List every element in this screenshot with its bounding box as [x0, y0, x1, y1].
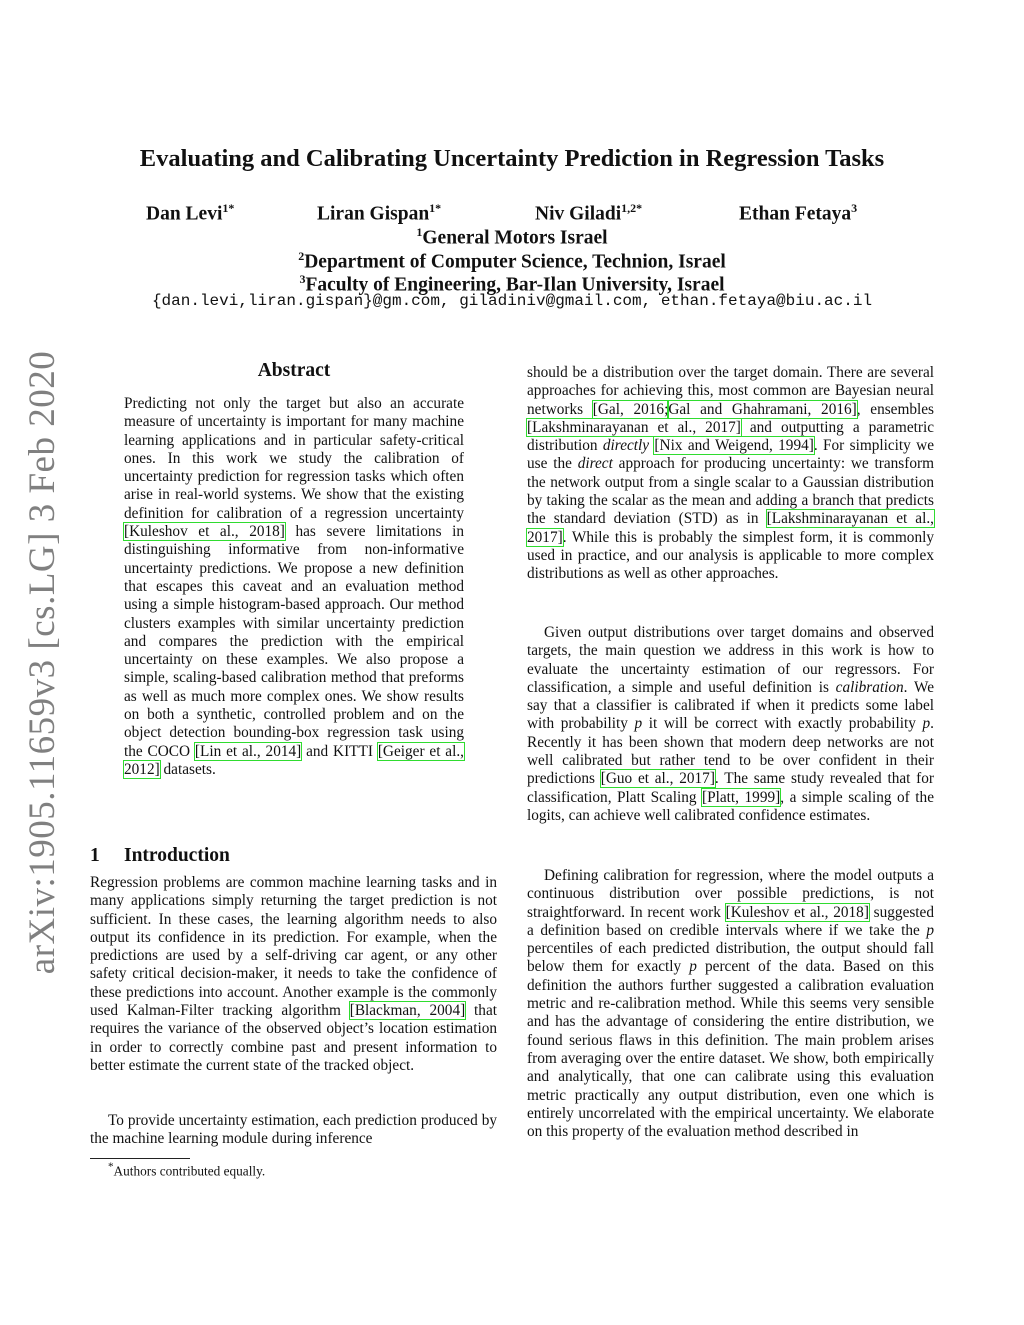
- citation-link[interactable]: [Geiger et al., 2012]: [124, 742, 464, 778]
- citation-link[interactable]: [Blackman, 2004]: [349, 1002, 466, 1020]
- author-name: Dan Levi: [146, 203, 223, 225]
- abstract-body: [124, 395, 464, 779]
- footnote-divider: [90, 1158, 190, 1159]
- arxiv-identifier-text: arXiv:1905.11659v3 [cs.LG] 3 Feb 2020: [22, 350, 64, 975]
- abstract-text: has severe limitations in distinguishing informative from non-informative uncertainty predictions. We propose a new definition that escapes this caveat and an evaluation method using a simple histogram-based approach. Our method clusters examples with similar uncertainty prediction and compares the prediction with the empirical uncertainty on these examples. We also propose a simple, scaling-based calibration method that preforms as well as much more complex ones. We show results on both a synthetic, controlled problem and on the object detection bounding-box regression task using the COCO: [124, 523, 464, 760]
- paragraph-text: . While this is probably the simplest form, it is commonly used in practice, and our analysis is applicable to more complex distributions as well as other approaches.: [527, 528, 934, 583]
- citation-link[interactable]: [Gal, 2016;: [592, 400, 669, 418]
- citation-link[interactable]: [Kuleshov et al., 2018]: [124, 523, 285, 541]
- citation-link[interactable]: [Nix and Weigend, 1994]: [654, 437, 814, 455]
- affiliation-1: [60, 225, 964, 250]
- affiliation-text: Department of Computer Science, Technion, Israel: [304, 251, 726, 273]
- author-name: Ethan Fetaya: [739, 203, 852, 225]
- citation-link[interactable]: [Lakshminarayanan et al., 2017]: [527, 418, 741, 436]
- paragraph-text: approach for producing uncertainty: we transform the network output from a single scalar to a Gaussian distribution by taking the scalar as the mean and adding a branch that predicts the standard deviation (STD) as in: [527, 455, 934, 528]
- paragraph-text: , a simple scaling of the logits, can achieve well calibrated confidence estimates.: [527, 788, 934, 824]
- emphasis: directly: [602, 437, 650, 455]
- affiliation-text: Faculty of Engineering, Bar-Ilan University, Israel: [305, 274, 725, 296]
- author-name: Liran Gispan: [317, 203, 430, 225]
- citation-link[interactable]: [Guo et al., 2017]: [600, 770, 715, 788]
- emphasis: p: [689, 958, 697, 976]
- abstract-text: and KITTI: [301, 742, 378, 760]
- footnote-text: Authors contributed equally.: [113, 1163, 266, 1179]
- paragraph-text: Given output distributions over target domains and observed targets, the main question we address in this work is how to evaluate the uncertainty estimation of our regressors. For classification, a simple and useful definition is: [527, 624, 934, 696]
- emphasis: p: [926, 921, 934, 939]
- author-3: [535, 201, 642, 226]
- paragraph-text: . For simplicity we use the: [527, 437, 935, 473]
- citation-link[interactable]: [Kuleshov et al., 2018]: [725, 903, 869, 921]
- author-marks: 1,2*: [621, 201, 643, 215]
- arxiv-identifier-stamp: [18, 350, 68, 975]
- citation-link[interactable]: [Lin et al., 2014]: [194, 742, 302, 760]
- right-column-paragraph-2: [527, 624, 934, 825]
- abstract-text: Predicting not only the target but also an accurate measure of uncertainty is important for many machine learning applications and in particular safety-critical ones. In this work we study the calibration of uncertainty prediction for regression tasks which often arise in real-world systems. We show that the existing definition for calibration of a regression uncertainty: [124, 395, 464, 522]
- author-4: [739, 201, 857, 226]
- author-name: Niv Giladi: [535, 203, 622, 225]
- paragraph-text: . Recently it has been shown that modern deep networks are not well calibrated but rather tend to be over confident in their predictions: [527, 715, 934, 788]
- paragraph-text: percent of the data. Based on this definition the authors further suggested a calibration evaluation metric and re-calibration method. While this seems very sensible and has the advantage of considering the entire distribution, we found serious flaws in this definition. The main problem arises from averaging over the entire dataset. We show, both empirically and analytically, that one can calibrate using this evaluation metric practically any output distribution, even one which is entirely uncorrelated with the empirical uncertainty. We elaborate on this property of the evaluation method described in: [527, 958, 934, 1141]
- citation-link[interactable]: Gal and Ghahramani, 2016]: [668, 400, 857, 418]
- paragraph-text: , ensembles: [856, 400, 934, 418]
- author-marks: 1*: [222, 201, 235, 215]
- paragraph-text: Regression problems are common machine learning tasks and in many applications simply returning the target prediction is not sufficient. In these cases, the learning algorithm needs to also output its confidence in its prediction. For example, when the predictions are used by a self-driving car agent, or any other safety critical decision-maker, it needs to take the confidence of these predictions into account. Another example is the commonly used Kalman-Filter tracking algorithm: [90, 874, 497, 1020]
- intro-paragraph-2: To provide uncertainty estimation, each prediction produced by the machine learning module during inference: [90, 1112, 497, 1148]
- paragraph-text: Defining calibration for regression, where the model outputs a continuous distribution over possible predictions, is not straightforward. In recent work: [527, 867, 934, 921]
- author-emails: {dan.levi,liran.gispan}@gm.com, giladiniv@gmail.com, ethan.fetaya@biu.ac.il: [151, 292, 873, 310]
- affiliation-2: [60, 249, 964, 274]
- affiliation-mark: 2: [298, 249, 305, 263]
- paragraph-text: percentiles of each predicted distribution, the output should fall below them for exactly: [527, 940, 934, 976]
- paragraph-text: it will be correct with exactly probability: [642, 715, 923, 733]
- author-1: [146, 201, 234, 226]
- paragraph-text: should be a distribution over the target domain. There are several approaches for achieving this, most common are Bayesian neural networks: [527, 364, 934, 418]
- right-column-paragraph-1: [527, 364, 934, 584]
- emphasis: calibration: [835, 678, 904, 696]
- intro-paragraph-1: [90, 874, 497, 1075]
- footnote-mark: *: [108, 1161, 114, 1173]
- paper-title: Evaluating and Calibrating Uncertainty Prediction in Regression Tasks: [139, 145, 885, 172]
- emphasis: direct: [577, 455, 613, 473]
- right-column-paragraph-3: [527, 867, 934, 1141]
- abstract-text: datasets.: [159, 760, 216, 778]
- paragraph-text: . The same study revealed that for classification, Platt Scaling: [527, 770, 935, 806]
- paragraph-text: and outputting a parametric distribution: [527, 418, 935, 455]
- abstract-heading: Abstract: [257, 360, 331, 381]
- paragraph-text: . We say that a classifier is calibrated if when it predicts some label with probability: [527, 678, 934, 733]
- emphasis: p: [922, 715, 931, 733]
- section-heading-introduction: [90, 845, 230, 867]
- section-title: Introduction: [124, 845, 230, 866]
- footnote: [108, 1161, 265, 1179]
- affiliation-mark: 3: [299, 272, 306, 286]
- author-2: [317, 201, 441, 226]
- affiliation-text: General Motors Israel: [422, 227, 608, 249]
- emphasis: p: [634, 715, 643, 733]
- paragraph-text: suggested a definition based on credible intervals where if we take the: [527, 903, 934, 939]
- citation-link[interactable]: [Lakshminarayanan et al., 2017]: [527, 510, 934, 546]
- affiliation-mark: 1: [416, 225, 423, 239]
- author-marks: 1*: [429, 201, 442, 215]
- section-number: 1: [90, 845, 100, 866]
- author-marks: 3: [851, 201, 858, 215]
- paragraph-text: that requires the variance of the observed object’s location estimation in order to correctly combine past and present information to better estimate the current state of the tracked object.: [90, 1002, 497, 1074]
- citation-link[interactable]: [Platt, 1999]: [702, 788, 781, 806]
